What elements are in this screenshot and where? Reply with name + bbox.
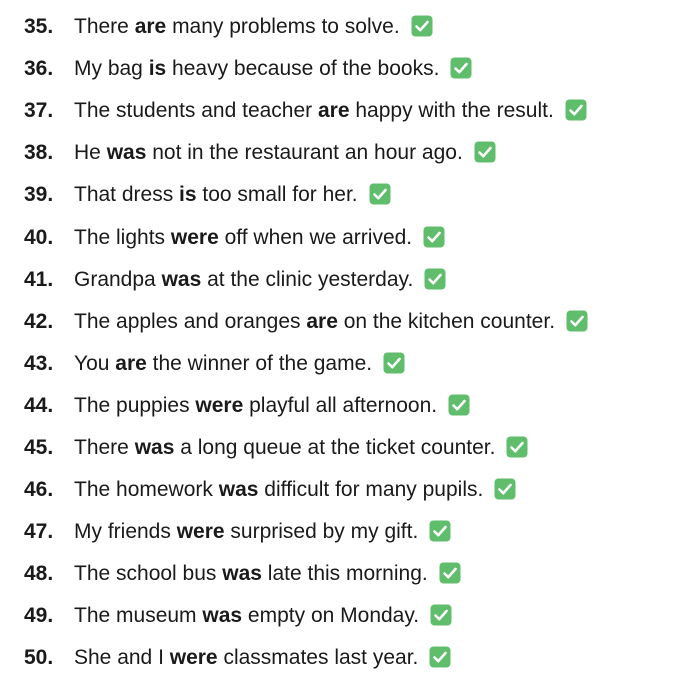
- sentence-text: [74, 15, 400, 39]
- sentence-after-verb: heavy because of the books.: [166, 57, 440, 81]
- check-mark-button-icon: [430, 604, 452, 626]
- sentence-before-verb: The puppies: [74, 393, 196, 417]
- sentence-before-verb: The students and teacher: [74, 99, 318, 123]
- item-number: 42.: [24, 309, 54, 333]
- check-mark-button-icon: [566, 310, 588, 332]
- check-mark-button-icon: [369, 183, 391, 205]
- check-mark-button-icon: [565, 99, 587, 121]
- check-mark-button-icon: [474, 141, 496, 163]
- verb-bold: are: [134, 15, 167, 39]
- list-item: [0, 343, 688, 385]
- sentence-text: [74, 436, 495, 460]
- verb-bold: were: [170, 225, 219, 249]
- list-item: [0, 216, 688, 258]
- verb-bold: is: [179, 183, 197, 207]
- sentence-after-verb: surprised by my gift.: [224, 520, 419, 544]
- check-mark-button-icon: [506, 436, 528, 458]
- sentence-text: [74, 310, 555, 334]
- verb-bold: is: [148, 57, 167, 81]
- sentence-text: [74, 99, 554, 123]
- list-item: [0, 90, 688, 132]
- item-number: 45.: [24, 435, 54, 459]
- item-number: 40.: [24, 225, 54, 249]
- list-item: [0, 385, 688, 427]
- item-number: 37.: [24, 99, 54, 123]
- sentence-before-verb: Grandpa: [74, 267, 162, 291]
- sentence-text: [74, 141, 463, 165]
- list-item: [0, 553, 688, 595]
- sentence-before-verb: The homework: [74, 478, 219, 502]
- list-item: [0, 301, 688, 343]
- sentence-after-verb: empty on Monday.: [242, 604, 420, 628]
- sentence-text: [74, 478, 483, 502]
- item-number: 35.: [24, 15, 54, 39]
- item-number: 43.: [24, 351, 54, 375]
- sentence-before-verb: You: [74, 351, 116, 375]
- check-mark-button-icon: [494, 478, 516, 500]
- check-mark-button-icon: [429, 646, 451, 668]
- item-number: 47.: [24, 520, 54, 544]
- sentence-text: [74, 520, 418, 544]
- item-number: 49.: [24, 604, 54, 628]
- sentence-before-verb: The museum: [74, 604, 203, 628]
- sentence-list: [0, 6, 688, 680]
- sentence-text: [74, 394, 437, 418]
- check-mark-button-icon: [383, 352, 405, 374]
- list-item: [0, 48, 688, 90]
- verb-bold: were: [169, 646, 218, 670]
- sentence-after-verb: late this morning.: [261, 562, 428, 586]
- sentence-before-verb: There: [74, 435, 135, 459]
- check-mark-button-icon: [424, 268, 446, 290]
- list-item: [0, 427, 688, 469]
- sentence-after-verb: at the clinic yesterday.: [201, 267, 414, 291]
- item-number: 50.: [24, 646, 54, 670]
- list-item: [0, 595, 688, 637]
- sentence-after-verb: not in the restaurant an hour ago.: [146, 141, 463, 165]
- sentence-before-verb: She and I: [74, 646, 170, 670]
- item-number: 48.: [24, 562, 54, 586]
- item-number: 41.: [24, 267, 54, 291]
- check-mark-button-icon: [429, 520, 451, 542]
- sentence-text: [74, 646, 418, 670]
- check-mark-button-icon: [439, 562, 461, 584]
- sentence-after-verb: too small for her.: [196, 183, 358, 207]
- sentence-after-verb: playful all afternoon.: [243, 393, 438, 417]
- verb-bold: were: [176, 520, 225, 544]
- verb-bold: are: [318, 99, 350, 123]
- sentence-text: [74, 183, 358, 207]
- sentence-before-verb: The school bus: [74, 562, 223, 586]
- verb-bold: was: [106, 141, 147, 165]
- list-item: [0, 132, 688, 174]
- item-number: 39.: [24, 183, 54, 207]
- verb-bold: are: [115, 351, 147, 375]
- sentence-text: [74, 604, 419, 628]
- list-item: [0, 6, 688, 48]
- check-mark-button-icon: [411, 15, 433, 37]
- list-item: [0, 637, 688, 679]
- sentence-after-verb: difficult for many pupils.: [258, 478, 484, 502]
- item-number: 36.: [24, 57, 54, 81]
- verb-bold: were: [195, 393, 244, 417]
- sentence-before-verb: There: [74, 15, 135, 39]
- item-number: 38.: [24, 141, 54, 165]
- check-mark-button-icon: [423, 226, 445, 248]
- verb-bold: was: [218, 478, 259, 502]
- list-item: [0, 259, 688, 301]
- check-mark-button-icon: [450, 57, 472, 79]
- list-item: [0, 174, 688, 216]
- sentence-after-verb: the winner of the game.: [146, 351, 373, 375]
- verb-bold: was: [222, 562, 262, 586]
- sentence-before-verb: The apples and oranges: [74, 309, 307, 333]
- sentence-text: [74, 57, 439, 81]
- verb-bold: was: [202, 604, 243, 628]
- sentence-after-verb: off when we arrived.: [218, 225, 413, 249]
- sentence-after-verb: happy with the result.: [349, 99, 554, 123]
- sentence-text: [74, 226, 412, 250]
- list-item: [0, 469, 688, 511]
- verb-bold: was: [161, 267, 202, 291]
- item-number: 46.: [24, 478, 54, 502]
- check-mark-button-icon: [448, 394, 470, 416]
- verb-bold: are: [306, 309, 338, 333]
- sentence-before-verb: The lights: [74, 225, 171, 249]
- list-item: [0, 511, 688, 553]
- sentence-text: [74, 562, 428, 586]
- sentence-after-verb: on the kitchen counter.: [337, 309, 556, 333]
- sentence-before-verb: That dress: [74, 183, 180, 207]
- sentence-text: [74, 352, 372, 376]
- sentence-text: [74, 268, 413, 292]
- sentence-after-verb: classmates last year.: [217, 646, 419, 670]
- sentence-before-verb: My bag: [74, 57, 149, 81]
- verb-bold: was: [134, 435, 175, 459]
- item-number: 44.: [24, 393, 54, 417]
- sentence-after-verb: a long queue at the ticket counter.: [174, 435, 496, 459]
- sentence-before-verb: He: [74, 141, 107, 165]
- sentence-after-verb: many problems to solve.: [166, 15, 400, 39]
- sentence-before-verb: My friends: [74, 520, 177, 544]
